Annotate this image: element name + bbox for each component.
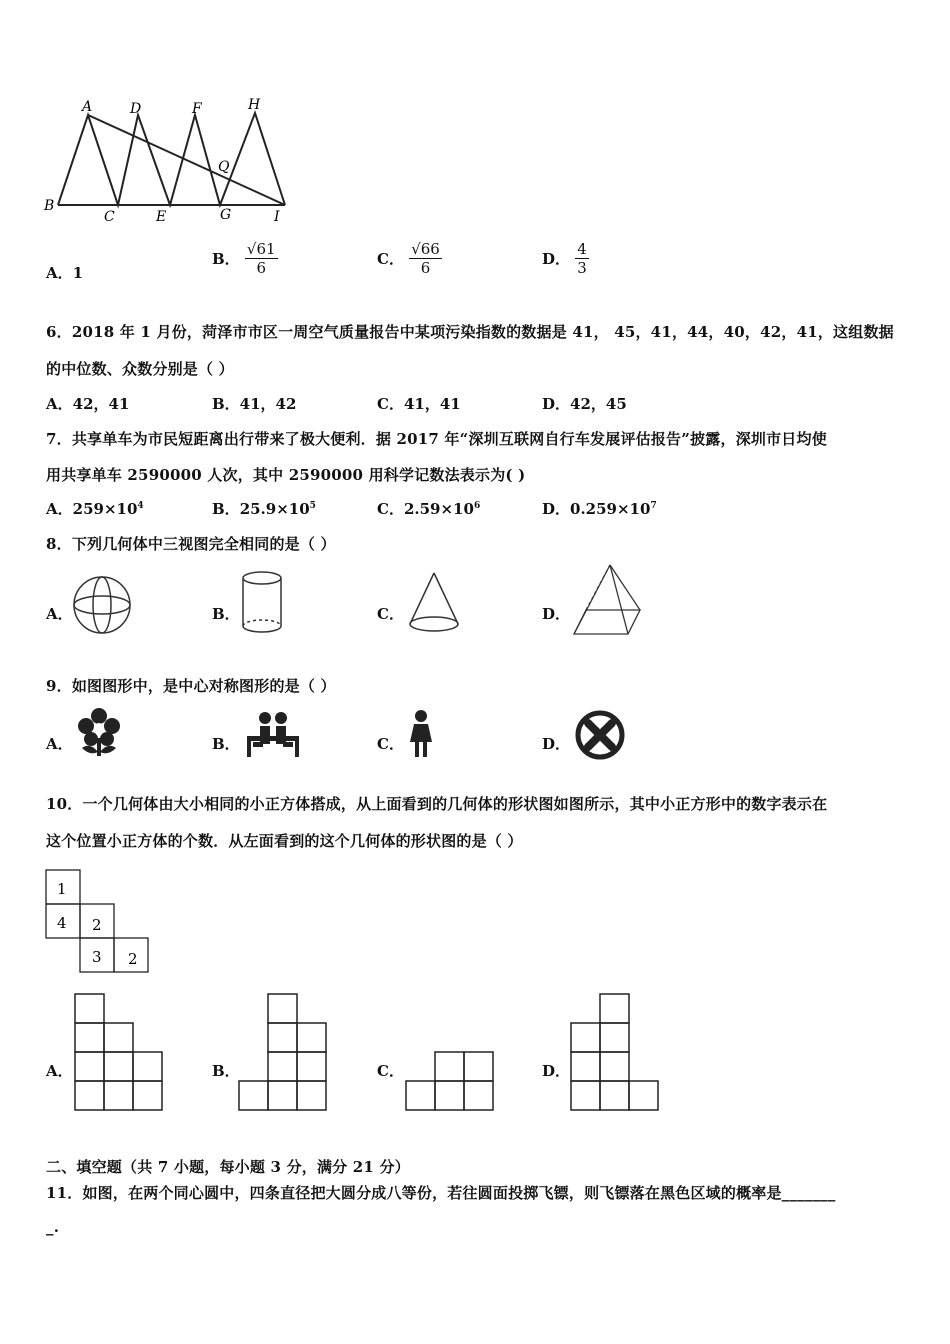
q7-option-b[interactable]: B．$25.9\times 10^5$ xyxy=(212,500,316,518)
q9-option-c[interactable]: C． xyxy=(377,735,404,753)
q8-option-c[interactable]: C． xyxy=(377,605,404,623)
grid-number: 2 xyxy=(92,916,102,934)
q11-stem-line1: 11．如图，在两个同心圆中，四条直径把大圆分成八等份，若往圆面投掷飞镖，则飞镖落在黑色区域的概率是_______ xyxy=(46,1184,836,1202)
label-A: A xyxy=(82,99,93,115)
q6-stem-line2: 的中位数、众数分别是（ ） xyxy=(46,360,234,378)
q10-option-b[interactable]: B． xyxy=(212,1062,240,1080)
label-Q: Q xyxy=(218,159,230,175)
section-heading: 二、填空题（共 7 小题，每小题 3 分，满分 21 分） xyxy=(46,1158,410,1176)
q10-option-c[interactable]: C． xyxy=(377,1062,404,1080)
q5-option-c[interactable]: C． $\frac{√66}{6}$ xyxy=(377,240,440,277)
x-circle-icon xyxy=(575,710,625,760)
cylinder-icon xyxy=(240,570,286,636)
fraction: $\frac{√66}{6}$ xyxy=(411,240,440,277)
q9-option-d[interactable]: D． xyxy=(542,735,571,753)
sphere-icon xyxy=(72,574,132,636)
q6-option-c[interactable]: C．41，41 xyxy=(377,395,461,413)
q8-option-a[interactable]: A． xyxy=(46,605,73,623)
q6-stem-line1: 6．2018 年 1 月份，菏泽市市区一周空气质量报告中某项污染指数的数据是 41， 45，41，44，40，42，41，这组数据 xyxy=(46,323,894,341)
label-F: F xyxy=(192,101,202,117)
label-I: I xyxy=(274,209,280,225)
q7-option-a[interactable]: A．$259\times 10^4$ xyxy=(46,500,144,518)
q6-option-b[interactable]: B．41，42 xyxy=(212,395,297,413)
pyramid-icon xyxy=(570,562,646,638)
q10-option-d[interactable]: D． xyxy=(542,1062,571,1080)
fraction: $\frac{√61}{6}$ xyxy=(246,240,276,277)
q5-option-a[interactable]: A．1 xyxy=(46,264,84,282)
label-D: D xyxy=(130,101,142,117)
label-H: H xyxy=(248,97,261,113)
q7-option-d[interactable]: D．$0.259\times 10^7$ xyxy=(542,500,657,518)
option-c-view xyxy=(405,1051,495,1115)
q5-option-b[interactable]: B． $\frac{√61}{6}$ xyxy=(212,240,276,277)
bench-people-icon xyxy=(243,712,303,758)
q9-stem: 9．如图图形中，是中心对称图形的是（ ） xyxy=(46,677,336,695)
q10-option-a[interactable]: A． xyxy=(46,1062,73,1080)
q6-option-a[interactable]: A．42，41 xyxy=(46,395,130,413)
q10-stem-line1: 10．一个几何体由大小相同的小正方体搭成，从上面看到的几何体的形状图如图所示，其中小正方形中的数字表示在 xyxy=(46,795,828,813)
q11-stem-line2: _. xyxy=(46,1218,60,1236)
option-d-view xyxy=(570,993,660,1115)
woman-figure-icon xyxy=(408,710,434,758)
q5-triangle-figure xyxy=(40,95,300,230)
label-C: C xyxy=(104,209,115,225)
q9-option-b[interactable]: B． xyxy=(212,735,240,753)
q7-option-c[interactable]: C．$2.59\times 10^6$ xyxy=(377,500,481,518)
q8-option-d[interactable]: D． xyxy=(542,605,571,623)
grid-number: 4 xyxy=(57,914,67,932)
q10-stem-line2: 这个位置小正方体的个数．从左面看到的这个几何体的形状图的是（ ） xyxy=(46,832,523,850)
q5-option-d[interactable]: D． $\frac{4}{3}$ xyxy=(542,240,587,277)
q9-option-a[interactable]: A． xyxy=(46,735,73,753)
grid-number: 3 xyxy=(92,948,102,966)
option-a-view xyxy=(74,993,164,1115)
grid-number: 1 xyxy=(57,880,67,898)
q6-option-d[interactable]: D．42，45 xyxy=(542,395,627,413)
top-view-grid xyxy=(44,868,154,976)
fraction: $\frac{4}{3}$ xyxy=(577,240,587,277)
q7-stem-line1: 7．共享单车为市民短距离出行带来了极大便利．据 2017 年“深圳互联网自行车发展评估报告”披露，深圳市日均使 xyxy=(46,430,827,448)
q8-stem: 8．下列几何体中三视图完全相同的是（ ） xyxy=(46,535,336,553)
flower-icon xyxy=(78,708,120,758)
q7-stem-line2: 用共享单车 2590000 人次，其中 2590000 用科学记数法表示为( ) xyxy=(46,466,526,484)
option-b-view xyxy=(238,993,328,1115)
label-G: G xyxy=(220,207,232,223)
cone-icon xyxy=(406,570,462,636)
q8-option-b[interactable]: B． xyxy=(212,605,240,623)
grid-number: 2 xyxy=(128,950,138,968)
label-B: B xyxy=(44,198,55,214)
label-E: E xyxy=(156,209,167,225)
